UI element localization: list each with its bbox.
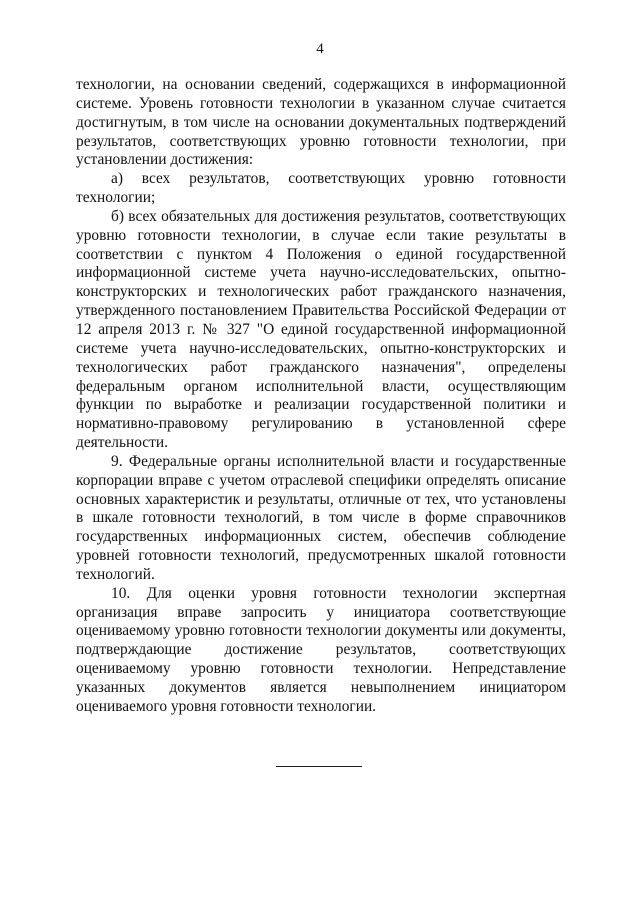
- paragraph-clause-9: 9. Федеральные органы исполнительной власти и государственные корпорации вправе с учетом отраслевой специфики определять описание основных характеристик и результаты, отличные от тех, что установлены в шкале готовности технологий, в том числе в форме справочников государственных информационных систем, обеспечив соблюдение уровней готовности технологий, предусмотренных шкалой готовности технологий.: [76, 452, 566, 583]
- paragraph-item-a: а) всех результатов, соответствующих уровню готовности технологии;: [76, 170, 566, 207]
- end-of-document-line: [276, 766, 362, 767]
- page-number: 4: [316, 41, 324, 57]
- paragraph-continuation: технологии, на основании сведений, содержащихся в информационной системе. Уровень готовности технологии в указанном случае считается достигнутым, в том числе на основании документальных подтверждений результатов, соответствующих уровню готовности технологии, при установлении достижения:: [76, 76, 566, 169]
- document-body: [76, 76, 566, 717]
- paragraph-clause-10: 10. Для оценки уровня готовности технологии экспертная организация вправе запросить у инициатора соответствующие оцениваемому уровню готовности технологии документы или документы, подтверждающие достижение результатов, соответствующих оцениваемому уровню готовности технологии. Непредставление указанных документов является невыполнением инициатором оцениваемого уровня готовности технологии.: [76, 584, 566, 715]
- paragraph-item-b: б) всех обязательных для достижения результатов, соответствующих уровню готовности технологии, в случае если такие результаты в соответствии с пунктом 4 Положения о единой государственной информационной системе учета научно-исследовательских, опытно-конструкторских и технологических работ гражданского назначения, утвержденного постановлением Правительства Российской Федерации от 12 апреля 2013 г. № 327 "О единой государственной информационной системе учета научно-исследовательских, опытно-конструкторских и технологических работ гражданского назначения", определены федеральным органом исполнительной власти, осуществляющим функции по выработке и реализации государственной политики и нормативно-правовому регулированию в установленной сфере деятельности.: [76, 207, 566, 452]
